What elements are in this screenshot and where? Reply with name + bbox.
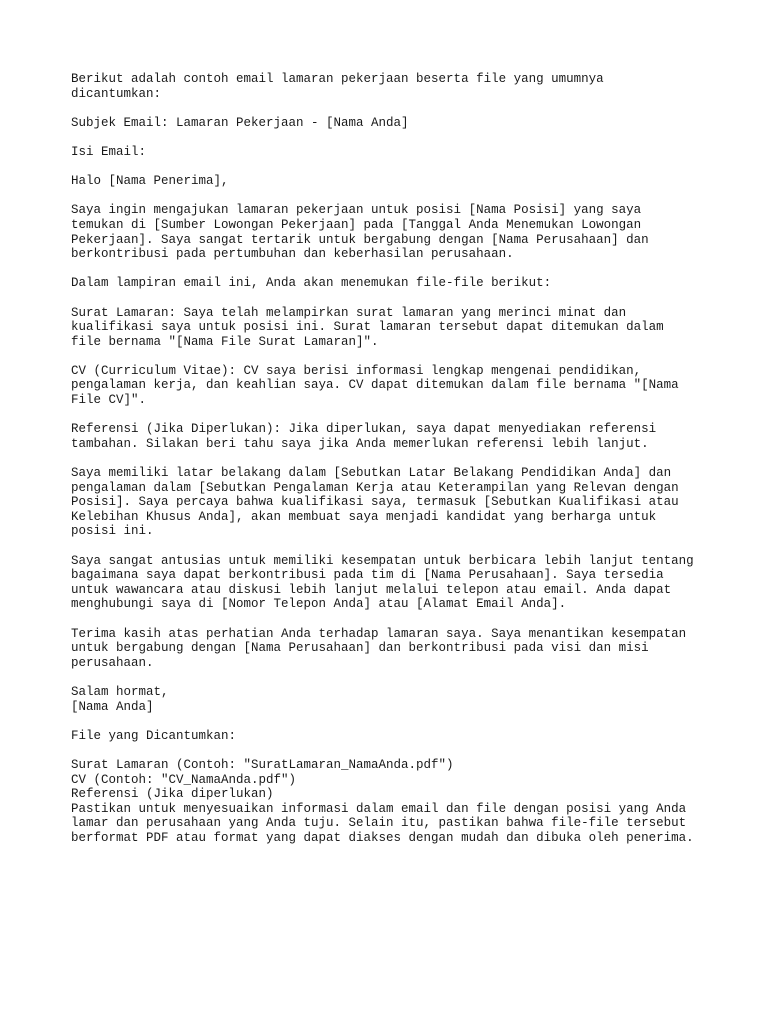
files-label: [71, 729, 731, 744]
text-line: CV (Curriculum Vitae): CV saya berisi informasi lengkap mengenai pendidikan,: [71, 363, 642, 378]
text-line: bagaimana saya dapat berkontribusi pada tim di [Nama Perusahaan]. Saya tersedia: [71, 568, 664, 583]
text-line: temukan di [Sumber Lowongan Pekerjaan] pada [Tanggal Anda Menemukan Lowongan: [71, 217, 642, 232]
text-line: Kelebihan Khusus Anda], akan membuat saya menjadi kandidat yang berharga untuk: [71, 509, 657, 524]
text-line: Pekerjaan]. Saya sangat tertarik untuk bergabung dengan [Nama Perusahaan] dan: [71, 232, 649, 247]
paragraph-application: [71, 203, 731, 261]
email-subject: [71, 116, 731, 131]
text-line: Pastikan untuk menyesuaikan informasi dalam email dan file dengan posisi yang Anda: [71, 801, 687, 816]
text-line: Halo [Nama Penerima],: [71, 174, 229, 189]
text-line: kualifikasi saya untuk posisi ini. Surat lamaran tersebut dapat ditemukan dalam: [71, 320, 664, 335]
text-line: File CV]".: [71, 393, 147, 408]
files-list: [71, 758, 731, 846]
text-line: Posisi]. Saya percaya bahwa kualifikasi saya, termasuk [Sebutkan Kualifikasi atau: [71, 495, 679, 510]
text-line: [Nama Anda]: [71, 699, 154, 714]
text-line: Terima kasih atas perhatian Anda terhadap lamaran saya. Saya menantikan kesempatan: [71, 626, 687, 641]
greeting: [71, 174, 731, 189]
text-line: Dalam lampiran email ini, Anda akan menemukan file-file berikut:: [71, 276, 552, 291]
text-line: Saya sangat antusias untuk memiliki kesempatan untuk berbicara lebih lanjut tentang: [71, 553, 694, 568]
email-body-label: [71, 145, 731, 160]
list-item: CV (Contoh: "CV_NamaAnda.pdf"): [71, 772, 297, 787]
text-line: file bernama "[Nama File Surat Lamaran]".: [71, 334, 379, 349]
paragraph-background: [71, 466, 731, 539]
text-line: Referensi (Jika Diperlukan): Jika diperlukan, saya dapat menyediakan referensi: [71, 422, 657, 437]
list-item: Referensi (Jika diperlukan): [71, 787, 274, 802]
paragraph-thanks: [71, 627, 731, 671]
text-line: Saya memiliki latar belakang dalam [Sebutkan Latar Belakang Pendidikan Anda] dan: [71, 466, 672, 481]
text-line: Subjek Email: Lamaran Pekerjaan - [Nama Anda]: [71, 115, 409, 130]
document-page: [71, 72, 731, 845]
intro-paragraph: [71, 72, 731, 101]
text-line: posisi ini.: [71, 524, 154, 539]
closing-signature: [71, 685, 731, 714]
text-line: berkontribusi pada pertumbuhan dan keberhasilan perusahaan.: [71, 247, 514, 262]
paragraph-references: [71, 422, 731, 451]
text-line: Saya ingin mengajukan lamaran pekerjaan untuk posisi [Nama Posisi] yang saya: [71, 203, 642, 218]
text-line: Isi Email:: [71, 144, 147, 159]
text-line: pengalaman kerja, dan keahlian saya. CV dapat ditemukan dalam file bernama "[Nama: [71, 378, 679, 393]
paragraph-attachments-intro: [71, 276, 731, 291]
text-line: pengalaman dalam [Sebutkan Pengalaman Kerja atau Keterampilan yang Relevan dengan: [71, 480, 679, 495]
text-line: Berikut adalah contoh email lamaran pekerjaan beserta file yang umumnya: [71, 72, 604, 86]
paragraph-enthusiasm: [71, 554, 731, 612]
text-line: dicantumkan:: [71, 86, 162, 101]
text-line: Surat Lamaran: Saya telah melampirkan surat lamaran yang merinci minat dan: [71, 305, 627, 320]
paragraph-cv: [71, 364, 731, 408]
text-line: berformat PDF atau format yang dapat diakses dengan mudah dan dibuka oleh penerima.: [71, 830, 694, 845]
text-line: Salam hormat,: [71, 684, 169, 699]
text-line: perusahaan.: [71, 655, 154, 670]
text-line: lamar dan perusahaan yang Anda tuju. Selain itu, pastikan bahwa file-file tersebut: [71, 816, 687, 831]
text-line: File yang Dicantumkan:: [71, 728, 237, 743]
text-line: tambahan. Silakan beri tahu saya jika Anda memerlukan referensi lebih lanjut.: [71, 436, 649, 451]
text-line: untuk wawancara atau diskusi lebih lanjut melalui telepon atau email. Anda dapat: [71, 582, 672, 597]
list-item: Surat Lamaran (Contoh: "SuratLamaran_NamaAnda.pdf"): [71, 757, 454, 772]
text-line: menghubungi saya di [Nomor Telepon Anda] atau [Alamat Email Anda].: [71, 597, 567, 612]
paragraph-cover-letter: [71, 306, 731, 350]
text-line: untuk bergabung dengan [Nama Perusahaan] dan berkontribusi pada visi dan misi: [71, 641, 649, 656]
